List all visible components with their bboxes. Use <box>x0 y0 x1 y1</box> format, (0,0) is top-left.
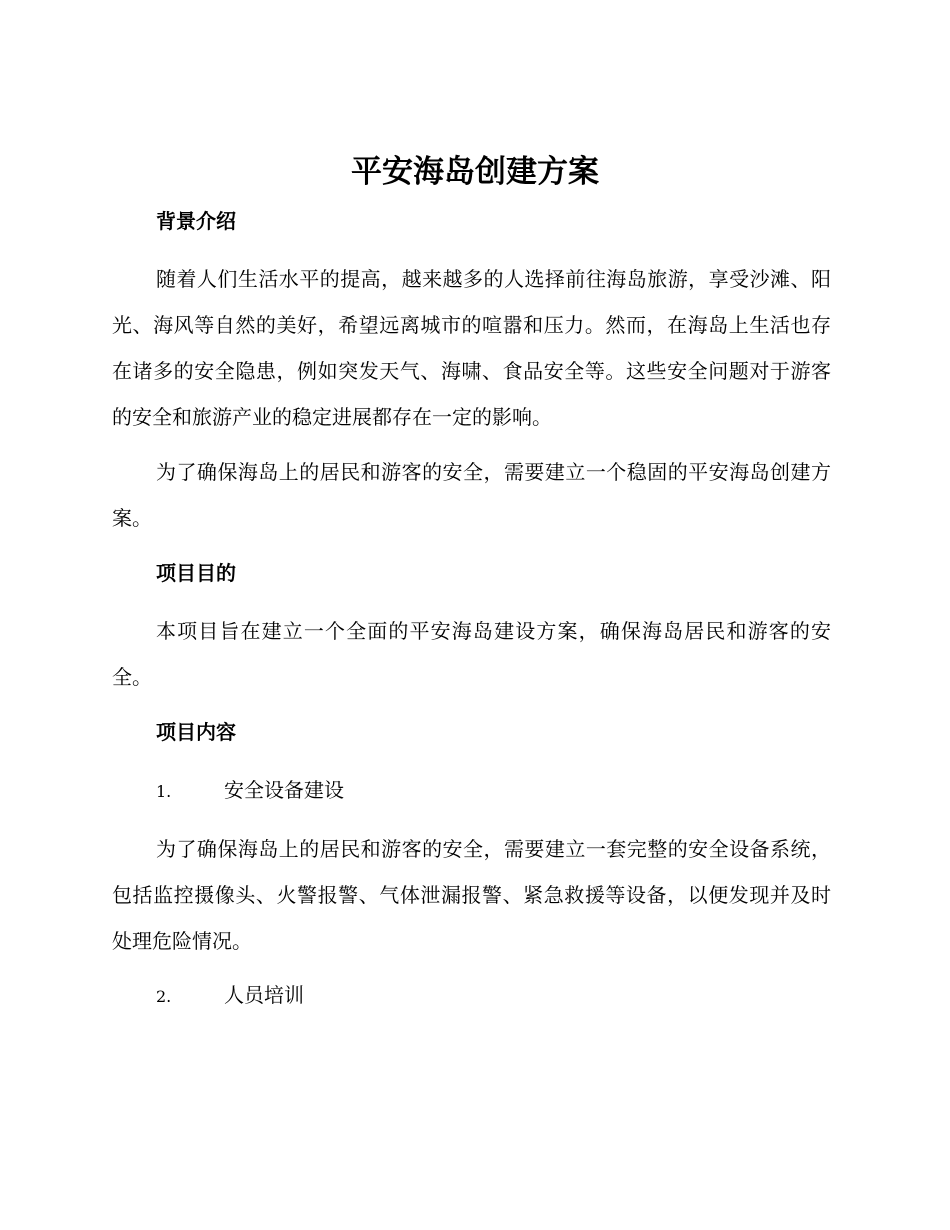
background-paragraph-1: 随着人们生活水平的提高，越来越多的人选择前往海岛旅游，享受沙滩、阳光、海风等自然的美好，希望远离城市的喧嚣和压力。然而，在海岛上生活也存在诸多的安全隐患，例如突发天气、海啸、食品安全等。这些安全问题对于游客的安全和旅游产业的稳定进展都存在一定的影响。 <box>112 267 831 429</box>
list-item-number: 2. <box>156 987 172 1006</box>
section-heading-content: 项目内容 <box>156 720 236 744</box>
list-item-number: 1. <box>156 782 172 801</box>
list-item-label: 安全设备建设 <box>224 778 344 802</box>
purpose-paragraph: 本项目旨在建立一个全面的平安海岛建设方案，确保海岛居民和游客的安全。 <box>112 619 831 689</box>
section-heading-purpose: 项目目的 <box>156 561 236 585</box>
section-heading-background: 背景介绍 <box>156 209 236 233</box>
equipment-paragraph: 为了确保海岛上的居民和游客的安全，需要建立一套完整的安全设备系统，包括监控摄像头、火警报警、气体泄漏报警、紧急救援等设备，以便发现并及时处理危险情况。 <box>112 837 831 953</box>
document-title: 平安海岛创建方案 <box>351 154 599 190</box>
list-item-2 <box>156 980 304 1012</box>
list-item-1 <box>156 775 344 807</box>
background-paragraph-2: 为了确保海岛上的居民和游客的安全，需要建立一个稳固的平安海岛创建方案。 <box>112 460 831 530</box>
list-item-label: 人员培训 <box>224 983 304 1007</box>
